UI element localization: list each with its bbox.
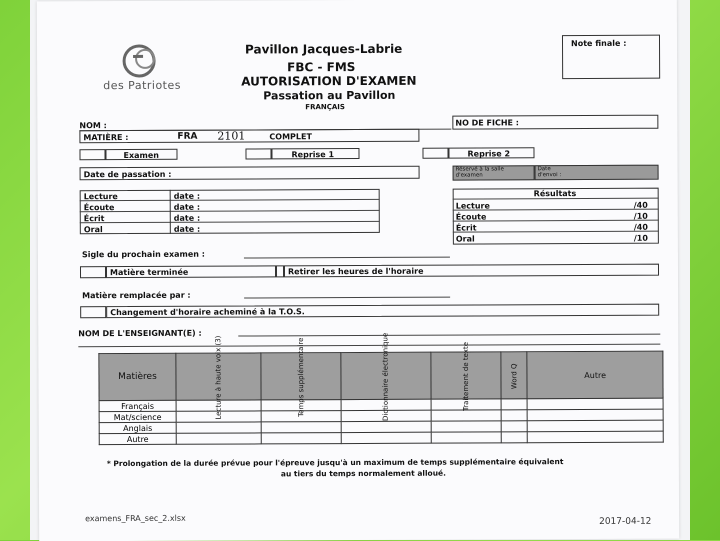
matiere-code: FRA (177, 131, 198, 142)
reserve-label: Réservé à la salle d'examen (455, 166, 504, 179)
result-oral-max: /10 (633, 233, 648, 243)
enseignant-label: NOM DE L'ENSEIGNANT(E) : (78, 328, 202, 339)
matiere-remplacee-field[interactable] (244, 297, 450, 299)
result-ecoute: Écoute (455, 212, 487, 222)
table-cell[interactable] (501, 410, 528, 421)
reprise1-label: Reprise 1 (291, 150, 335, 160)
nom-label: NOM : (79, 121, 107, 131)
retirer-label: Retirer les heures de l'horaire (287, 266, 424, 277)
table-cell[interactable] (341, 421, 430, 432)
matiere-remplacee-label: Matière remplacée par : (82, 290, 191, 301)
title-passation: Passation au Pavillon (263, 88, 396, 103)
title-fbc: FBC - FMS (287, 60, 356, 75)
exam-form-paper (37, 0, 679, 541)
matiere-num: 2101 (217, 129, 246, 143)
table-cell[interactable] (527, 409, 663, 421)
table-row (99, 431, 663, 444)
changement-checkbox[interactable] (80, 306, 106, 318)
col-dictionnaire (341, 332, 430, 421)
result-ecrit-max: /40 (633, 222, 648, 232)
title-autorisation: AUTORISATION D'EXAMEN (241, 73, 417, 89)
skill-lecture-date: date : (173, 191, 201, 201)
result-lecture: Lecture (455, 201, 490, 211)
logo-text: des Patriotes (103, 78, 182, 93)
examen-label: Examen (123, 150, 160, 161)
skill-ecoute: Écoute (83, 203, 115, 213)
skill-lecture: Lecture (83, 192, 118, 202)
matiere-box (79, 129, 419, 143)
table-cell[interactable] (431, 432, 501, 443)
table-cell[interactable] (501, 421, 528, 432)
table-cell[interactable] (501, 399, 528, 410)
matiere-terminee-checkbox[interactable] (80, 266, 106, 278)
table-cell[interactable] (261, 433, 341, 444)
title-pavillon: Pavillon Jacques-Labrie (245, 41, 403, 57)
school-logo (97, 43, 197, 91)
note-finale-label: Note finale : (570, 38, 627, 49)
matiere-label: MATIÈRE : (83, 133, 129, 143)
reprise2-label: Reprise 2 (467, 149, 511, 159)
footer-date: 2017-04-12 (599, 516, 652, 527)
col-label: Dictionnaire électronique (381, 332, 391, 421)
reprise1-checkbox[interactable] (245, 148, 271, 159)
enseignant-field[interactable] (238, 334, 660, 337)
table-cell[interactable] (501, 432, 528, 443)
table-cell[interactable] (431, 421, 501, 432)
table-cell[interactable] (431, 410, 501, 421)
skill-ecoute-date: date : (173, 202, 201, 212)
skill-oral-date: date : (173, 224, 201, 234)
skill-oral: Oral (83, 225, 103, 235)
changement-label: Changement d'horaire acheminé à la T.O.S. (110, 307, 305, 318)
col-label: Word Q (509, 362, 518, 389)
table-header-row (99, 351, 663, 400)
col-temps-supp (261, 337, 342, 417)
col-label: Temps supplémentaire (296, 337, 306, 417)
table-cell[interactable] (261, 422, 341, 433)
footer-filename: examens_FRA_sec_2.xlsx (85, 513, 186, 524)
result-ecrit: Écrit (455, 223, 477, 233)
result-lecture-max: /40 (633, 200, 648, 210)
col-autre: Autre (527, 351, 663, 399)
row-label-autre: Autre (99, 433, 176, 444)
table-cell[interactable] (527, 398, 663, 410)
matiere-type: COMPLET (269, 132, 312, 142)
result-ecoute-max: /10 (633, 211, 648, 221)
col-word-q (500, 352, 527, 399)
date-envoi-label: Date d'envoi : (537, 166, 562, 179)
no-fiche-label: NO DE FICHE : (455, 118, 520, 128)
retirer-checkbox[interactable] (276, 265, 284, 277)
logo-icon (121, 43, 161, 79)
matiere-terminee-label: Matière terminée (109, 267, 189, 278)
reprise2-checkbox[interactable] (422, 148, 448, 159)
table-cell[interactable] (176, 422, 261, 433)
skill-ecrit-date: date : (173, 213, 201, 223)
row-label-anglais: Anglais (99, 422, 176, 433)
resultats-label: Résultats (533, 189, 577, 199)
col-label: Lecture à haute voix (3) (214, 335, 223, 420)
date-passation-label: Date de passation : (83, 169, 172, 180)
skills-col-divider (170, 190, 171, 234)
footnote-line1: * Prolongation de la durée prévue pour l'épreuve jusqu'à un maximum de temps supplémentaire équivalent (106, 457, 564, 469)
sigle-field[interactable] (244, 257, 450, 259)
sigle-label: Sigle du prochain examen : (81, 249, 205, 260)
table-cell[interactable] (342, 432, 431, 443)
enseignant-field-2[interactable] (78, 344, 660, 348)
table-cell[interactable] (176, 433, 261, 444)
matrix-header-label: Matières (99, 353, 176, 400)
row-label-matscience: Mat/science (99, 411, 176, 422)
skill-ecrit: Écrit (83, 214, 105, 224)
table-cell[interactable] (528, 420, 664, 432)
table-cell[interactable] (528, 431, 664, 443)
col-traitement (430, 341, 500, 411)
result-oral: Oral (455, 234, 475, 244)
footnote-line2: au tiers du temps normalement alloué. (280, 468, 446, 479)
examen-checkbox[interactable] (79, 149, 105, 160)
row-label-francais: Français (99, 400, 176, 411)
title-francais: FRANÇAIS (305, 103, 345, 112)
col-label: Traitement de texte (461, 341, 470, 411)
col-lecture-voix (176, 335, 261, 420)
